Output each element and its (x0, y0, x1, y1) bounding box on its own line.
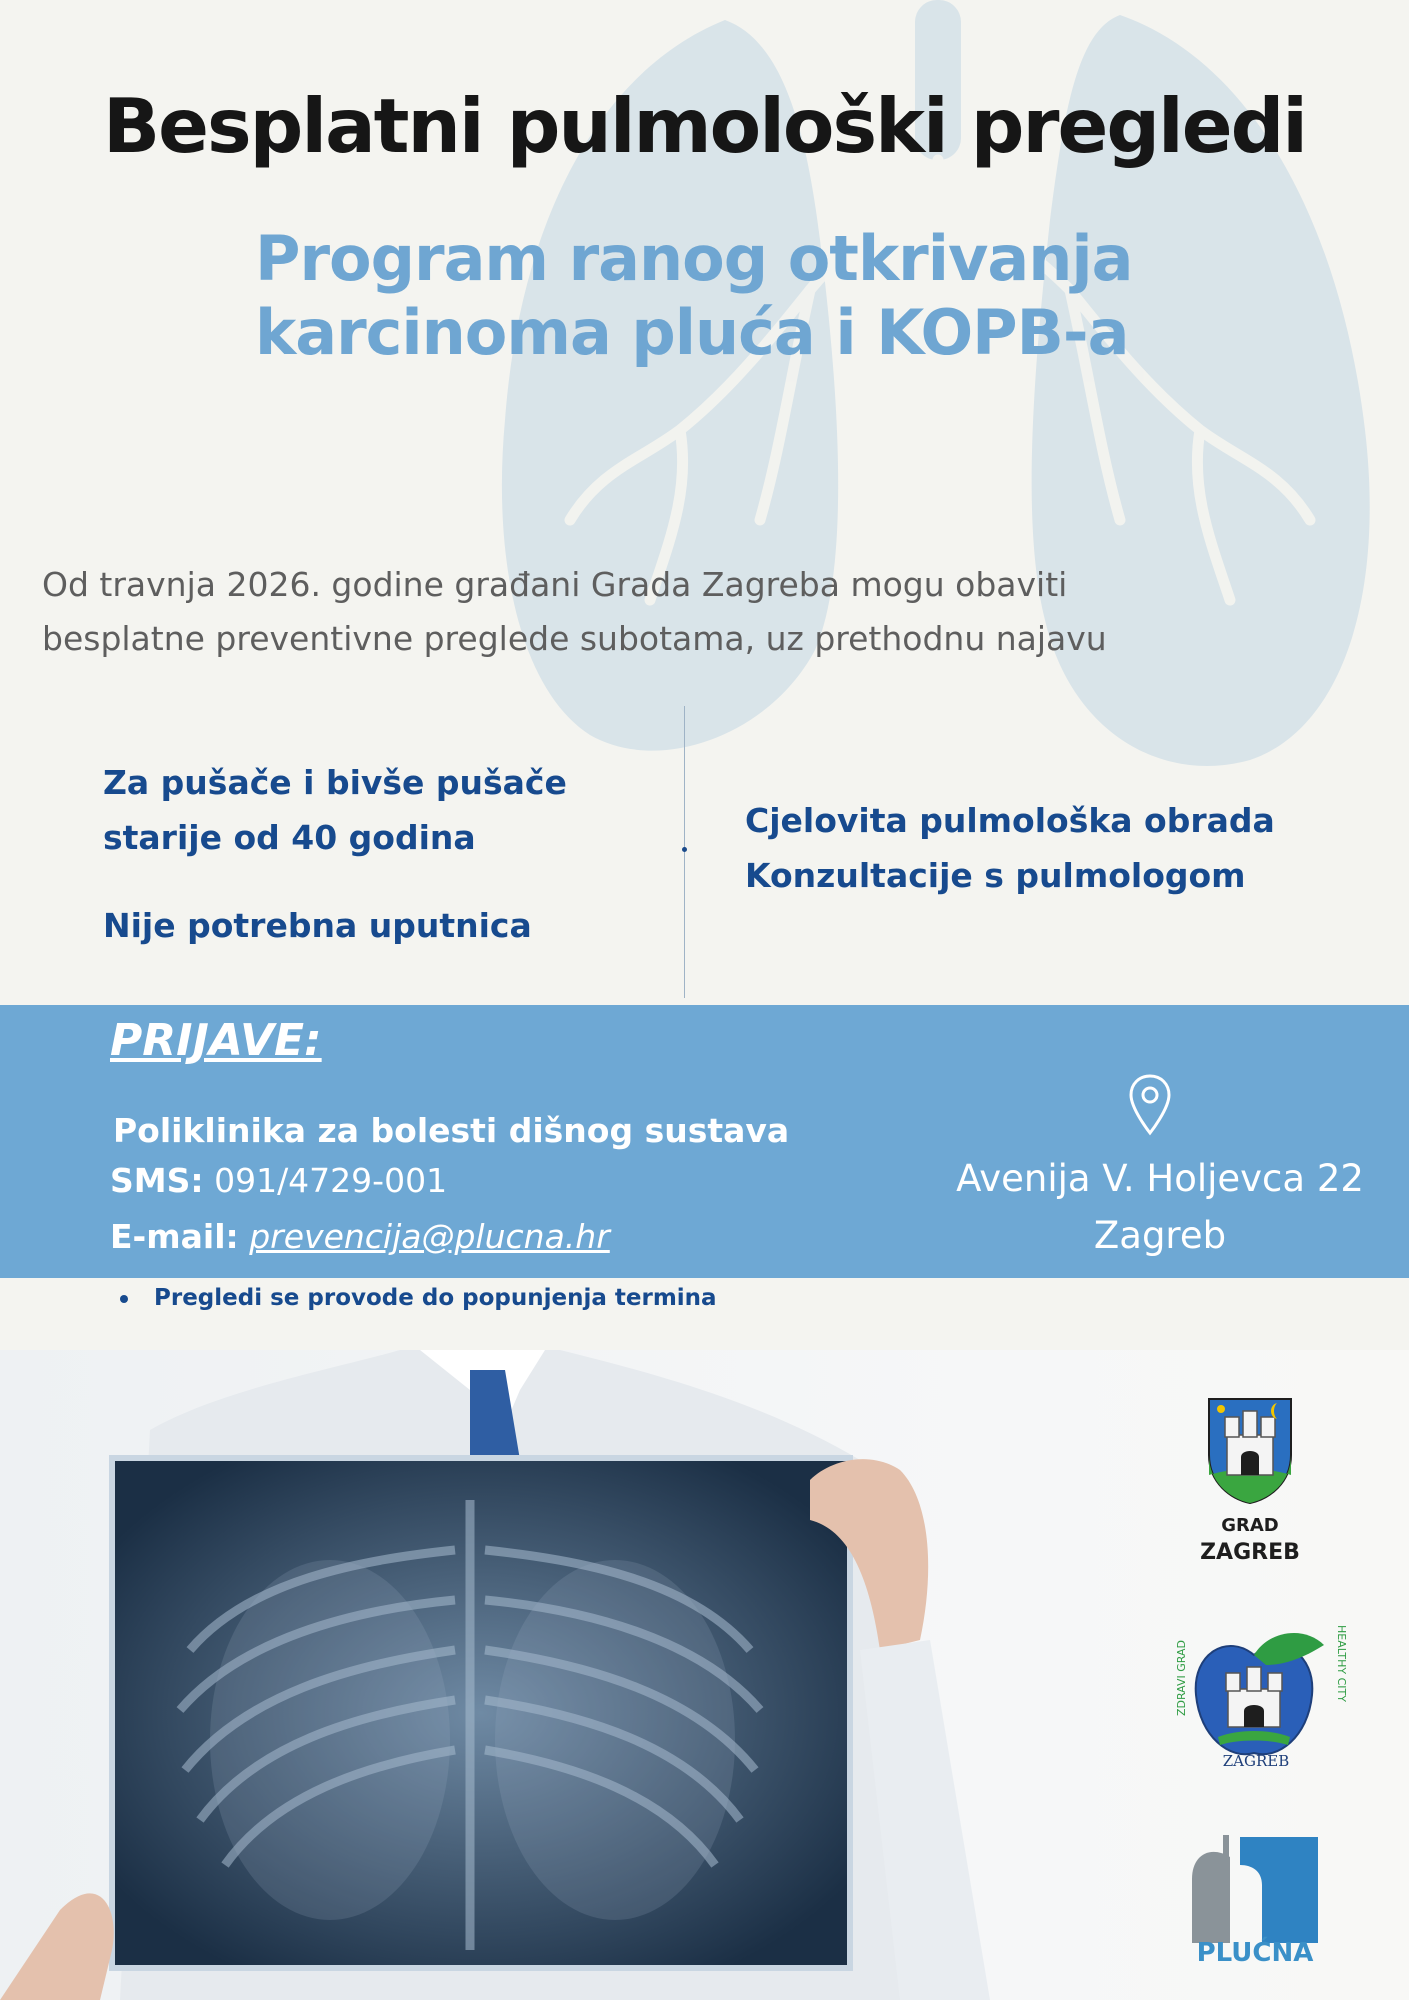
email-row (110, 1217, 610, 1256)
registration-band (0, 1005, 1409, 1278)
sms-number[interactable]: 091/4729-001 (214, 1161, 448, 1200)
address-line: Avenija V. Holjevca 22 (956, 1157, 1364, 1200)
subtitle-line: karcinoma pluća i KOPB-a (255, 296, 1129, 369)
healthy-city-right-arc-text: HEALTHY CITY (1335, 1625, 1348, 1702)
grad-zagreb-logo-line: ZAGREB (1200, 1540, 1300, 1565)
institution-name: Poliklinika za bolesti dišnog sustava (113, 1111, 790, 1150)
email-link[interactable]: prevencija@plucna.hr (249, 1217, 610, 1256)
feature-line: Za pušače i bivše pušače (103, 763, 567, 802)
intro-text (42, 558, 1382, 666)
map-pin-icon (1128, 1073, 1172, 1137)
healthy-city-bottom-text: ZAGREB (1222, 1752, 1290, 1770)
services-feature (745, 793, 1275, 903)
address (900, 1150, 1409, 1264)
column-divider (684, 706, 685, 998)
sms-label: SMS: (110, 1161, 204, 1200)
subtitle-line: Program ranog otkrivanja (255, 222, 1133, 295)
intro-line: besplatne preventivne preglede subotama, uz prethodnu najavu (42, 619, 1107, 658)
grad-zagreb-logo-line: GRAD (1221, 1515, 1279, 1536)
feature-line: starije od 40 godina (103, 818, 476, 857)
plucna-logo-icon (1190, 1835, 1320, 1945)
feature-line: Konzultacije s pulmologom (745, 856, 1246, 895)
plucna-logo-text: PLUĆNA (1196, 1938, 1314, 1968)
eligibility-feature (103, 755, 567, 865)
divider-dot (682, 847, 687, 852)
grad-zagreb-coat-of-arms-icon (1205, 1395, 1295, 1505)
healthy-city-left-arc-text: ZDRAVI GRAD (1175, 1640, 1188, 1717)
registration-heading: PRIJAVE: (110, 1015, 322, 1066)
availability-note: Pregledi se provode do popunjenja termina (120, 1285, 717, 1311)
address-line: Zagreb (1093, 1214, 1227, 1257)
page-title: Besplatni pulmološki pregledi (103, 82, 1306, 170)
intro-line: Od travnja 2026. godine građani Grada Zagreba mogu obaviti (42, 565, 1068, 604)
email-label: E-mail: (110, 1217, 239, 1256)
no-referral-feature: Nije potrebna uputnica (103, 906, 532, 945)
feature-line: Cjelovita pulmološka obrada (745, 801, 1275, 840)
program-subtitle (255, 222, 1255, 370)
sms-row (110, 1161, 447, 1200)
